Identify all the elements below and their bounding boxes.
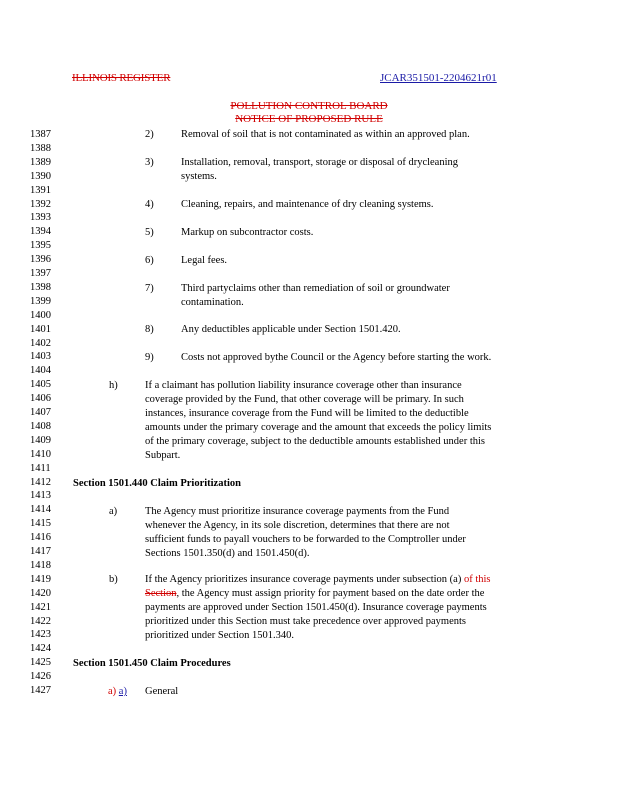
line-number: 1388 xyxy=(30,142,51,154)
line-number: 1397 xyxy=(30,268,51,279)
item-number: 5) xyxy=(145,227,154,238)
paragraph-text: whenever the Agency, in its sole discretion, determines that there are not xyxy=(145,520,450,531)
line-number: 1387 xyxy=(30,129,51,140)
line-number: 1416 xyxy=(30,532,51,544)
line-number: 1389 xyxy=(30,156,51,168)
paragraph-text: amounts under the primary coverage and the amount that exceeds the policy limits xyxy=(145,422,492,433)
line-number: 1410 xyxy=(30,448,51,460)
paragraph-label: a) xyxy=(109,506,118,517)
line-number: 1427 xyxy=(30,685,51,696)
line-number: 1399 xyxy=(30,295,51,307)
paragraph-text: Subpart. xyxy=(145,450,181,461)
item-text: Installation, removal, transport, storage or disposal of drycleaning xyxy=(181,157,459,168)
line-number: 1417 xyxy=(30,546,51,557)
item-number: 6) xyxy=(145,255,154,266)
item-text: Any deductibles applicable under Section 1501.420. xyxy=(181,324,401,335)
line-number: 1390 xyxy=(30,170,51,182)
paragraph-text: of the primary coverage, subject to the deductible amounts established under this xyxy=(145,436,485,447)
line-number: 1409 xyxy=(30,434,51,446)
document-id: JCAR351501-2204621r01 xyxy=(380,72,497,84)
paragraph-text: instances, insurance coverage from the Fund will be limited to the deductible xyxy=(145,408,469,419)
item-number: 8) xyxy=(145,324,154,335)
paragraph-text: If a claimant has pollution liability insurance coverage other than insurance xyxy=(145,380,462,391)
register-header: ILLINOIS REGISTER xyxy=(72,72,171,84)
item-number: 4) xyxy=(145,199,154,210)
board-title: POLLUTION CONTROL BOARD xyxy=(230,100,388,112)
inserted-label: a) xyxy=(118,686,127,697)
item-text: systems. xyxy=(181,171,217,182)
item-number: 9) xyxy=(145,352,154,363)
line-number: 1396 xyxy=(30,254,51,266)
line-number: 1406 xyxy=(30,393,51,405)
line-number: 1418 xyxy=(30,559,51,571)
line-number: 1414 xyxy=(30,504,51,516)
paragraph-label: h) xyxy=(109,380,118,391)
deleted-text: Section xyxy=(145,588,177,599)
paragraph-label: b) xyxy=(109,574,118,585)
item-number: 3) xyxy=(145,157,154,168)
paragraph-label xyxy=(108,685,127,699)
paragraph-text-main: If the Agency prioritizes insurance coverage payments under subsection (a) xyxy=(145,574,464,585)
paragraph-text xyxy=(145,587,484,601)
inserted-text: of this xyxy=(463,574,491,585)
paragraph-text: sufficient funds to payall vouchers to be forwarded to the Comptroller under xyxy=(145,534,466,545)
line-number: 1425 xyxy=(30,657,51,669)
line-number: 1420 xyxy=(30,587,51,599)
item-text: Costs not approved bythe Council or the Agency before starting the work. xyxy=(181,352,492,363)
line-number: 1413 xyxy=(30,490,51,502)
line-number: 1398 xyxy=(30,281,51,293)
paragraph-text: prioritized under this Section must take precedence over approved payments xyxy=(145,616,467,627)
item-number: 2) xyxy=(145,129,154,140)
line-number: 1423 xyxy=(30,629,51,641)
line-number: 1395 xyxy=(30,240,51,252)
line-number: 1415 xyxy=(30,518,51,530)
line-number: 1421 xyxy=(30,601,51,613)
paragraph-text-main: , the Agency must assign priority for payment based on the date order the xyxy=(176,588,485,599)
line-number: 1408 xyxy=(30,420,51,432)
line-number: 1404 xyxy=(30,365,51,377)
item-number: 7) xyxy=(145,283,154,294)
line-number: 1426 xyxy=(30,671,51,683)
section-heading: Section 1501.450 Claim Procedures xyxy=(73,658,231,669)
item-text: Third partyclaims other than remediation of soil or groundwater xyxy=(181,283,450,294)
line-number: 1412 xyxy=(30,476,51,488)
line-number: 1393 xyxy=(30,212,51,224)
line-number: 1405 xyxy=(30,379,51,391)
section-heading: Section 1501.440 Claim Prioritization xyxy=(73,478,241,489)
line-number: 1422 xyxy=(30,615,51,627)
line-number: 1403 xyxy=(30,351,51,363)
line-number: 1419 xyxy=(30,573,51,585)
item-text: contamination. xyxy=(181,297,244,308)
item-text: Removal of soil that is not contaminated as within an approved plan. xyxy=(181,129,470,140)
deleted-label: a) xyxy=(108,686,117,697)
paragraph-text: General xyxy=(145,686,179,697)
line-number: 1402 xyxy=(30,337,51,349)
paragraph-text: Sections 1501.350(d) and 1501.450(d). xyxy=(145,548,310,559)
item-text: Legal fees. xyxy=(181,255,228,266)
paragraph-text: coverage provided by the Fund, that other coverage will be primary. In such xyxy=(145,394,464,405)
line-number: 1391 xyxy=(30,184,51,196)
notice-title: NOTICE OF PROPOSED RULE xyxy=(235,113,383,125)
item-text: Cleaning, repairs, and maintenance of dry cleaning systems. xyxy=(181,199,434,210)
paragraph-text xyxy=(145,573,491,587)
line-number: 1407 xyxy=(30,407,51,418)
item-text: Markup on subcontractor costs. xyxy=(181,227,314,238)
line-number: 1401 xyxy=(30,323,51,335)
paragraph-text: payments are approved under Section 1501.450(d). Insurance coverage payments xyxy=(145,602,487,613)
paragraph-text: prioritized under Section 1501.340. xyxy=(145,630,295,641)
line-number: 1400 xyxy=(30,309,51,321)
line-number: 1411 xyxy=(30,462,51,474)
line-number: 1392 xyxy=(30,198,51,210)
line-number: 1394 xyxy=(30,226,51,238)
line-number: 1424 xyxy=(30,643,51,655)
paragraph-text: The Agency must prioritize insurance coverage payments from the Fund xyxy=(145,506,450,517)
